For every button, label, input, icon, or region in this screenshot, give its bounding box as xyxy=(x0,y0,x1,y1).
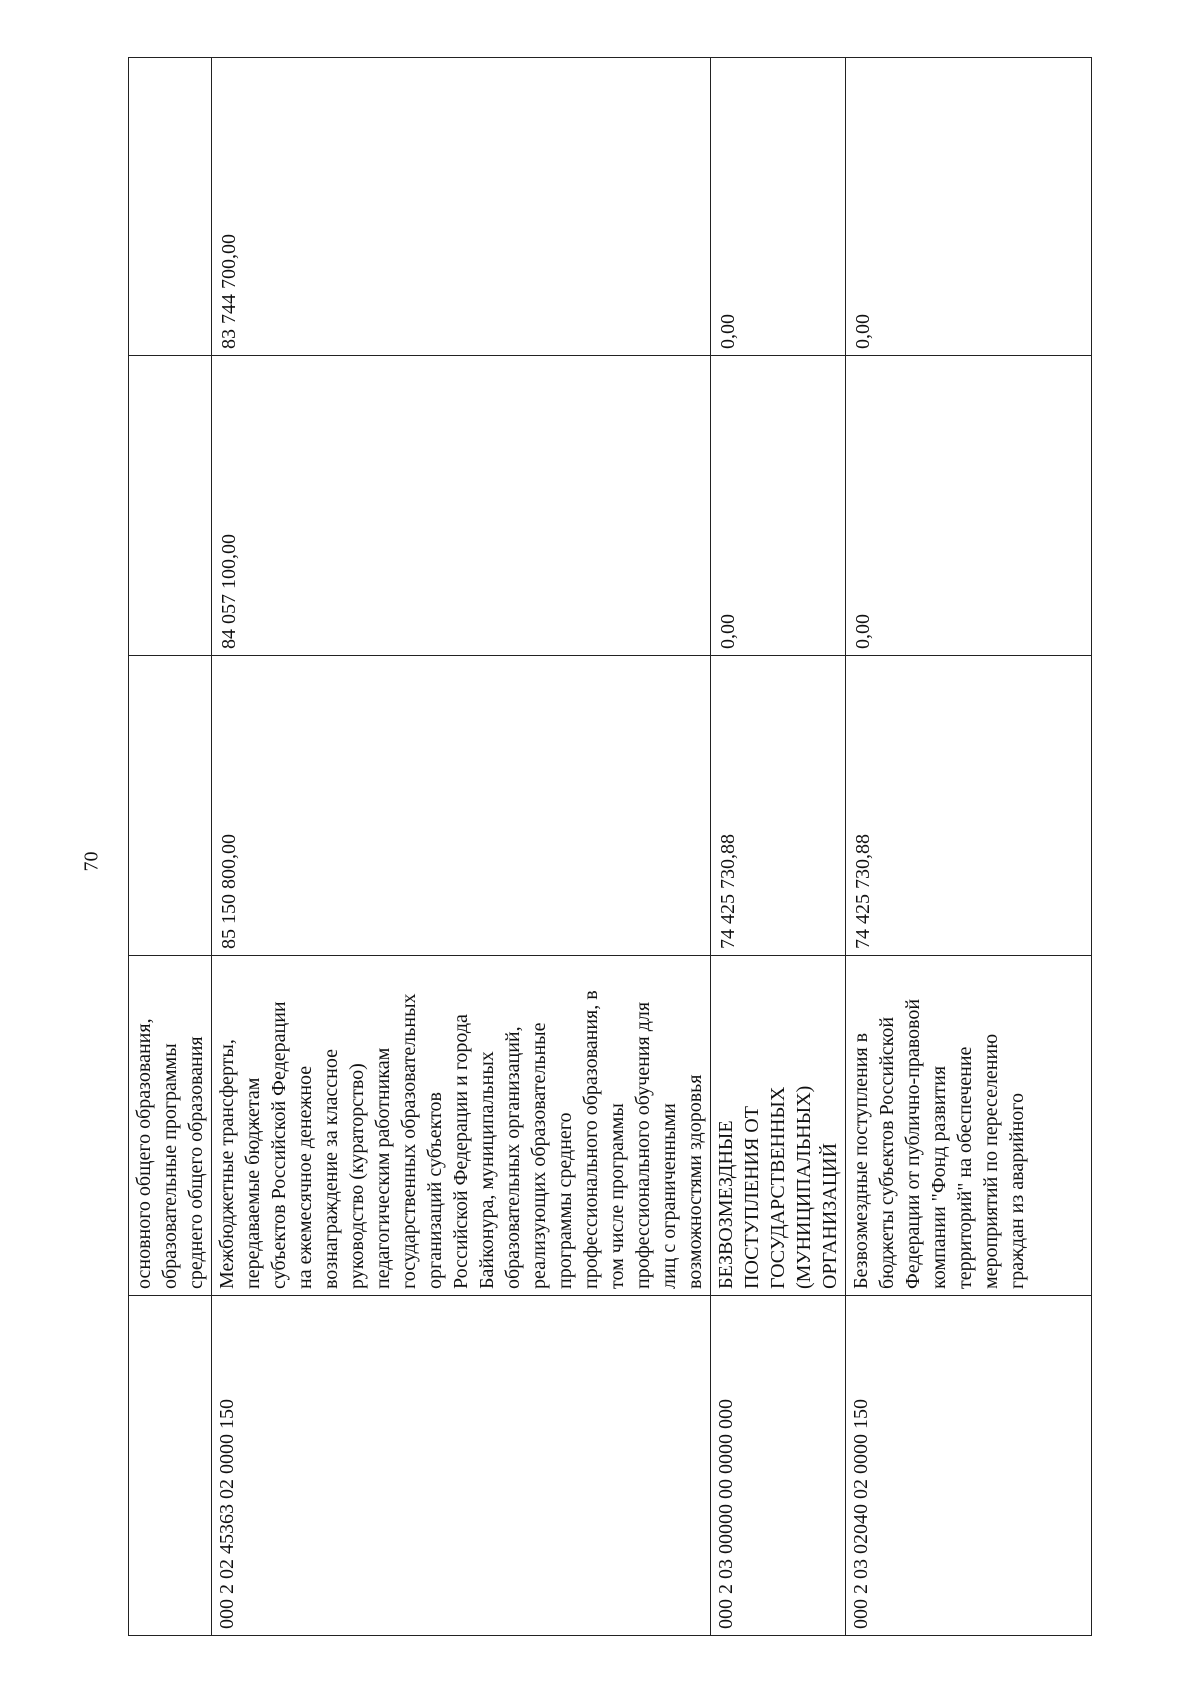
budget-revenue-table xyxy=(128,57,1092,1636)
cell-code: 000 2 02 45363 02 0000 150 xyxy=(212,1296,711,1636)
table-row xyxy=(129,58,212,1636)
cell-value-1: 85 150 800,00 xyxy=(212,656,711,956)
cell-value-3: 0,00 xyxy=(711,58,846,356)
cell-value-2: 0,00 xyxy=(846,356,1092,656)
cell-value-1: 74 425 730,88 xyxy=(846,656,1092,956)
cell-value-3: 0,00 xyxy=(846,58,1092,356)
cell-value-2 xyxy=(129,356,212,656)
cell-name: основного общего образования, образовательные программы среднего общего образования xyxy=(129,956,212,1296)
cell-name: БЕЗВОЗМЕЗДНЫЕ ПОСТУПЛЕНИЯ ОТ ГОСУДАРСТВЕННЫХ (МУНИЦИПАЛЬНЫХ) ОРГАНИЗАЦИЙ xyxy=(711,956,846,1296)
table-row xyxy=(212,58,711,1636)
table-row xyxy=(711,58,846,1636)
cell-name: Межбюджетные трансферты, передаваемые бюджетам субъектов Российской Федерации на ежемесячное денежное вознаграждение за классное руководство (кураторство) педагогическим работникам государственных образовательных организаций субъектов Российской Федерации и города Байконура, муниципальных образовательных организаций, реализующих образовательные программы среднего профессионального образования, в том числе программы профессионального обучения для лиц с ограниченными возможностями здоровья xyxy=(212,956,711,1296)
cell-value-3: 83 744 700,00 xyxy=(212,58,711,356)
cell-value-2: 0,00 xyxy=(711,356,846,656)
cell-value-1 xyxy=(129,656,212,956)
cell-value-3 xyxy=(129,58,212,356)
table-row xyxy=(846,58,1092,1636)
cell-code: 000 2 03 02040 02 0000 150 xyxy=(846,1296,1092,1636)
cell-code xyxy=(129,1296,212,1636)
cell-name: Безвозмездные поступления в бюджеты субъектов Российской Федерации от публично-правовой компании "Фонд развития территорий" на обеспечение мероприятий по переселению граждан из аварийного xyxy=(846,956,1092,1296)
cell-code: 000 2 03 00000 00 0000 000 xyxy=(711,1296,846,1636)
budget-table-container xyxy=(128,58,1076,1636)
cell-value-1: 74 425 730,88 xyxy=(711,656,846,956)
cell-value-2: 84 057 100,00 xyxy=(212,356,711,656)
rotated-table-frame xyxy=(128,58,1076,1636)
page-number: 70 xyxy=(80,851,103,872)
